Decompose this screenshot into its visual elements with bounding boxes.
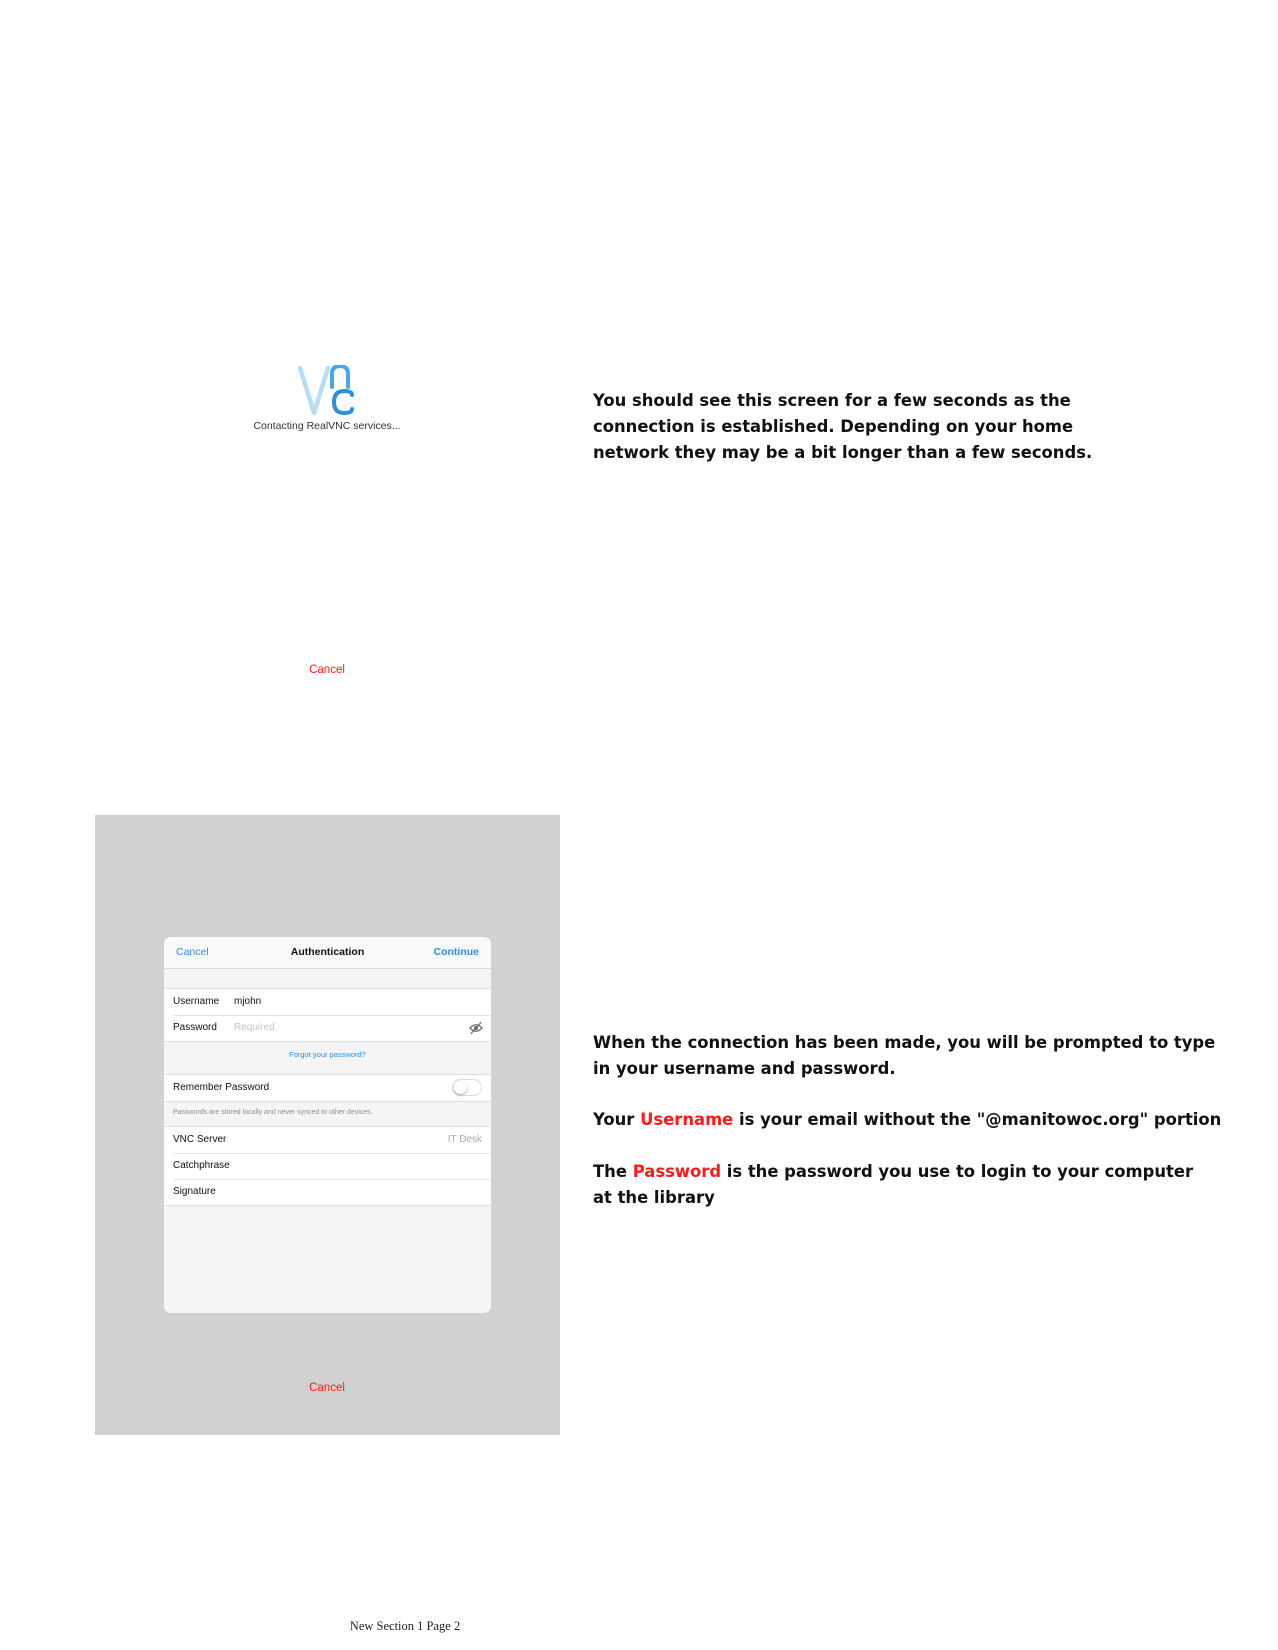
remember-label: Remember Password (173, 1082, 270, 1093)
highlight-username: Username (640, 1110, 734, 1129)
toggle-knob (454, 1081, 467, 1094)
cancel-button[interactable]: Cancel (309, 664, 345, 676)
text: is the password you use to login to your computer at the library (593, 1162, 1194, 1207)
bottom-cancel-button[interactable]: Cancel (309, 1382, 345, 1394)
forgot-password-link[interactable]: Forgot your password? (289, 1050, 366, 1059)
instruction-connecting: You should see this screen for a few seconds as the connection is established. Depending on your home network they may be a bit longer than a few seconds. (593, 391, 1093, 462)
vnc-logo-icon (298, 365, 358, 417)
instruction-prompt: When the connection has been made, you will be prompted to type in your username and password. (593, 1033, 1216, 1078)
authentication-screenshot (95, 815, 560, 1435)
auth-navbar (164, 937, 491, 969)
vnc-server-row[interactable] (164, 1127, 491, 1153)
text: is your email without the "@manitowoc.org" portion (733, 1110, 1222, 1129)
continue-button[interactable]: Continue (433, 946, 479, 958)
catchphrase-label: Catchphrase (173, 1160, 230, 1171)
server-group (164, 1126, 491, 1206)
instruction-username (593, 1107, 1233, 1133)
page-footer: New Section 1 Page 2 (349, 1619, 461, 1633)
signature-label: Signature (173, 1186, 216, 1197)
remember-group (164, 1074, 491, 1102)
remember-note: Passwords are stored locally and never synced to other devices. (173, 1109, 373, 1116)
connecting-screenshot (95, 340, 560, 680)
catchphrase-row[interactable] (164, 1153, 491, 1179)
password-label: Password (173, 1022, 217, 1033)
vnc-server-label: VNC Server (173, 1134, 227, 1145)
text: The (593, 1162, 633, 1181)
remember-toggle[interactable] (452, 1079, 482, 1096)
username-field[interactable]: mjohn (234, 996, 262, 1007)
status-text: Contacting RealVNC services... (253, 420, 401, 432)
auth-cancel-button[interactable]: Cancel (176, 946, 209, 958)
text: Your (593, 1110, 641, 1129)
remember-row (164, 1075, 491, 1101)
username-row[interactable] (164, 989, 491, 1015)
instruction-password (593, 1159, 1213, 1211)
credentials-group (164, 988, 491, 1042)
password-row[interactable] (164, 1015, 491, 1041)
password-field[interactable]: Required (234, 1022, 275, 1033)
signature-row[interactable] (164, 1179, 491, 1205)
username-label: Username (173, 996, 220, 1007)
auth-dialog (164, 937, 491, 1313)
eye-slash-icon[interactable] (469, 1021, 483, 1035)
auth-title: Authentication (290, 946, 365, 958)
highlight-password: Password (632, 1162, 722, 1181)
vnc-server-value: IT Desk (447, 1134, 482, 1145)
